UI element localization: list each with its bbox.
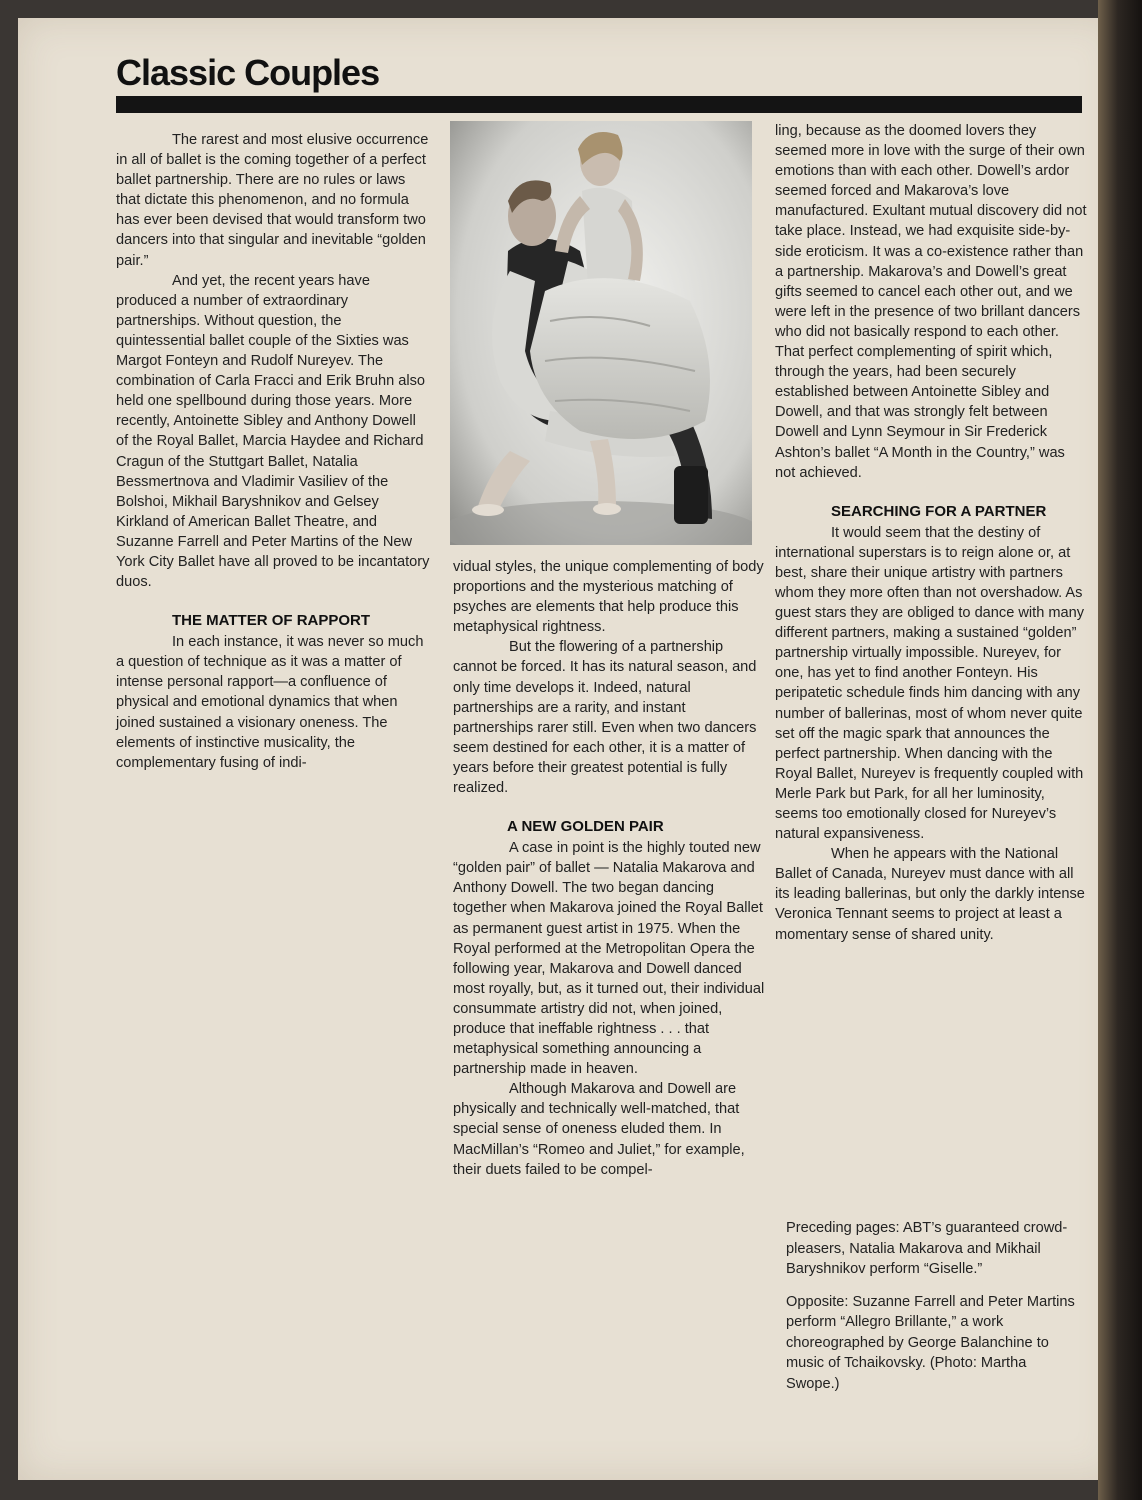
article-paragraph: The rarest and most elusive occurrence in all of ballet is the coming together of a perfect ballet partnership. There are no rules or laws that dictate this phenomenon, and no formula has ever been devised that would transform two dancers into that singular and inevitable “golden pair.” [116, 132, 429, 269]
article-paragraph: In each instance, it was never so much a question of technique as it was a matter of intense personal rapport—a confluence of physical and emotional dynamics that when joined sustained a visionary oneness. The elements of instinctive musicality, the complementary fusing of indi- [116, 634, 424, 771]
section-heading: SEARCHING FOR A PARTNER [831, 502, 1047, 520]
section-heading: A NEW GOLDEN PAIR [507, 818, 664, 836]
section-heading: THE MATTER OF RAPPORT [172, 612, 371, 630]
page-gutter-shadow [1098, 0, 1142, 1500]
article-paragraph: Although Makarova and Dowell are physically and technically well-matched, that special sense of oneness eluded them. In MacMillan’s “Romeo and Juliet,” for example, their duets failed to be compel- [453, 1081, 745, 1178]
article-paragraph: A case in point is the highly touted new “golden pair” of ballet — Natalia Makarova and Anthony Dowell. The two began dancing together when Makarova joined the Royal Ballet as permanent guest artist in 1975. When the Royal performed at the Metropolitan Opera the following year, Makarova and Dowell danced most royally, but, as it turned out, their individual consummate artistry did not, when joined, produce that ineffable rightness . . . that metaphysical something announcing a partnership made in heaven. [453, 840, 765, 1078]
article-column-1 [116, 130, 432, 773]
article-paragraph: ling, because as the doomed lovers they seemed more in love with the surge of their own emotions than with each other. Dowell’s ardor seemed forced and Makarova’s love manufactured. Exultant mutual discovery did not take place. Instead, we had exquisite side-by-side eroticism. It was a co-existence rather than a partnership. Makarova’s and Dowell’s great gifts seemed to cancel each other out, and we were left in the presence of two brillant dancers who did not basically respond to each other. That perfect complementing of spirit which, through the years, had been securely established between Antoinette Sibley and Dowell, and that was strongly felt between Dowell and Lynn Seymour in Sir Frederick Ashton’s ballet “A Month in the Country,” was not achieved. [775, 123, 1087, 481]
article-paragraph: But the flowering of a partnership cannot be forced. It has its natural season, and only time develops it. Indeed, natural partnerships are a rarity, and instant partnerships rarer still. Even when two dancers seem destined for each other, it is a matter of years before their greatest potential is fully realized. [453, 639, 757, 797]
photo-image [450, 121, 752, 545]
photo-captions [786, 1218, 1076, 1394]
page-title: Classic Couples [116, 52, 380, 93]
title-rule [116, 96, 1082, 113]
article-paragraph: vidual styles, the unique complementing of body proportions and the mysterious matching of psyches are elements that help produce this metaphysical rightness. [453, 559, 764, 636]
article-column-3 [775, 121, 1087, 945]
article-column-2 [453, 557, 765, 1180]
ballet-couple-photo [450, 121, 752, 545]
article-paragraph: It would seem that the destiny of international superstars is to reign alone or, at best, share their unique artistry with partners whom they more often than not overshadow. As guest stars they are obliged to dance with many different partners, making a sustained “golden” partnership virtually impossible. Nureyev, for one, has yet to find another Fonteyn. His peripatetic schedule finds him dancing with any number of ballerinas, most of whom never quite set off the magic spark that announces the perfect partnership. When dancing with the Royal Ballet, Nureyev is frequently coupled with Merle Park but Park, for all her luminosity, seems too emotionally closed for Nureyev’s natural expansiveness. [775, 524, 1085, 843]
caption-preceding-pages: Preceding pages: ABT’s guaranteed crowd-pleasers, Natalia Makarova and Mikhail Baryshnikov perform “Giselle.” [786, 1220, 1068, 1277]
article-paragraph: When he appears with the National Ballet of Canada, Nureyev must dance with all its leading ballerinas, but only the darkly intense Veronica Tennant seems to project at least a momentary sense of shared unity. [775, 846, 1085, 943]
caption-opposite: Opposite: Suzanne Farrell and Peter Martins perform “Allegro Brillante,” a work choreographed by George Balanchine to music of Tchaikovsky. (Photo: Martha Swope.) [786, 1293, 1075, 1392]
article-paragraph: And yet, the recent years have produced a number of extraordinary partnerships. Without question, the quintessential ballet couple of the Sixties was Margot Fonteyn and Rudolf Nureyev. The combination of Carla Fracci and Erik Bruhn also held one spellbound during those years. More recently, Antoinette Sibley and Anthony Dowell of the Royal Ballet, Marcia Haydee and Richard Cragun of the Stuttgart Ballet, Natalia Bessmertnova and Vladimir Vasiliev of the Bolshoi, Mikhail Baryshnikov and Gelsey Kirkland of American Ballet Theatre, and Suzanne Farrell and Peter Martins of the New York City Ballet have all proved to be incantatory duos. [116, 272, 430, 591]
